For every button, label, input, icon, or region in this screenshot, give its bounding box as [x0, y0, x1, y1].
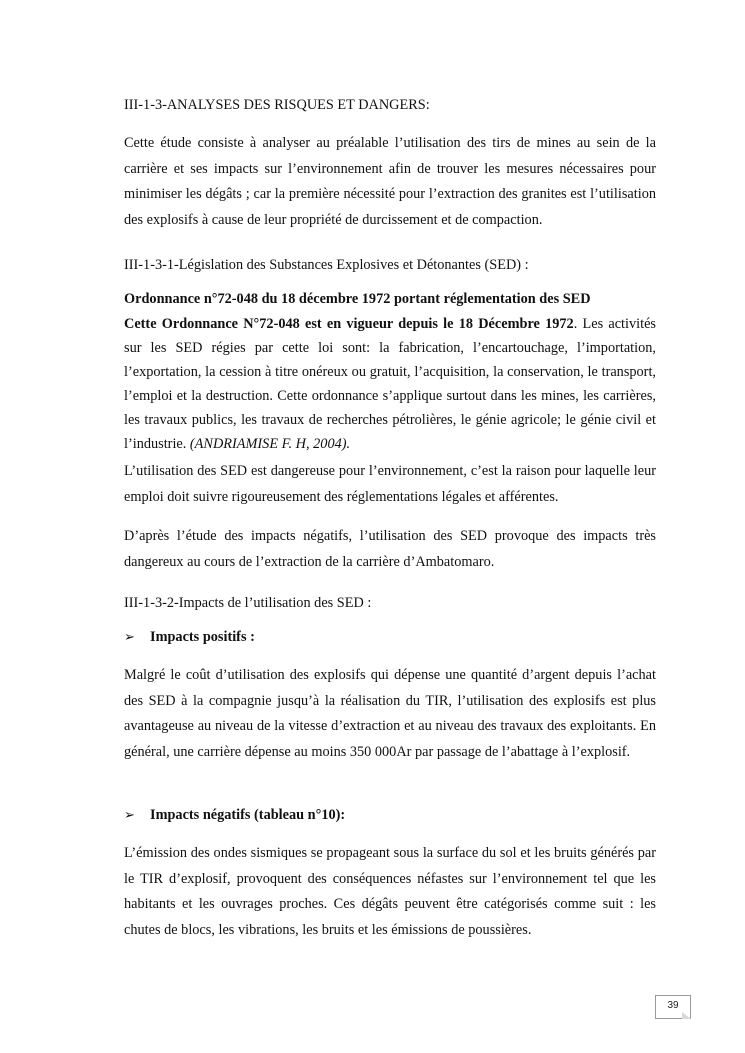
bullet-positive — [124, 627, 255, 648]
ordonnance-text: . Les activités sur les SED régies par cette loi sont: la fabrication, l’encartouchage, l’importation, l’exportation, la cession à titre onéreux ou gratuit, l’acquisition, la conservation, le transport, l’emploi et la destruction. Cette ordonnance s’applique surtout dans les mines, les carrières, les travaux publics, les travaux de recherches pétrolières, le génie agricole; le génie civil et l’industrie. — [124, 316, 656, 452]
ordonnance-citation: (ANDRIAMISE F. H, 2004). — [189, 436, 351, 452]
ordonnance-bold-lead: Cette Ordonnance N°72-048 est en vigueur depuis le 18 Décembre 1972 — [124, 316, 574, 332]
intro-paragraph: Cette étude consiste à analyser au préalable l’utilisation des tirs de mines au sein de la carrière et ses impacts sur l’environnement afin de trouver les mesures nécessaires pour minimiser les dégâts ; car la première nécessité pour l’extraction des granites est l’utilisation des explosifs à cause de leur propriété de durcissement et de compaction. — [124, 135, 656, 229]
page-number-box — [655, 995, 691, 1019]
arrow-bullet-icon: ➢ — [124, 808, 135, 823]
sed-danger-paragraph: L’utilisation des SED est dangereuse pour l’environnement, c’est la raison pour laquelle leur emploi doit suivre rigoureusement des réglementations légales et afférentes. — [124, 463, 656, 505]
bullet-negative-label: Impacts négatifs (tableau n°10): — [150, 807, 346, 823]
positive-paragraph: Malgré le coût d’utilisation des explosifs qui dépense une quantité d’argent depuis l’achat des SED à la compagnie jusqu’à la réalisation du TIR, l’utilisation des explosifs est plus avantageuse au niveau de la vitesse d’extraction et au niveau des travaux des exploitants. En général, une carrière dépense au moins 350 000Ar par passage de l’abattage à l’explosif. — [124, 667, 656, 761]
negative-paragraph: L’émission des ondes sismiques se propageant sous la surface du sol et les bruits générés par le TIR d’explosif, provoquent des conséquences néfastes sur l’environnement tel que les habitants et les ouvrages proches. Ces dégâts peuvent être catégorisés comme suit : les chutes de blocs, les vibrations, les bruits et les émissions de poussières. — [124, 845, 656, 939]
section-heading: III-1-3-ANALYSES DES RISQUES ET DANGERS: — [124, 97, 430, 113]
page-fold-icon — [682, 1012, 691, 1019]
subsection-1-heading: III-1-3-1-Législation des Substances Explosives et Détonantes (SED) : — [124, 257, 529, 273]
ordonnance-paragraph — [124, 312, 656, 456]
page-number: 39 — [667, 1000, 679, 1011]
bullet-positive-label: Impacts positifs : — [150, 629, 255, 645]
arrow-bullet-icon: ➢ — [124, 630, 135, 645]
bullet-negative — [124, 805, 345, 826]
impacts-study-paragraph: D’après l’étude des impacts négatifs, l’utilisation des SED provoque des impacts très dangereux au cours de l’extraction de la carrière d’Ambatomaro. — [124, 528, 656, 570]
subsection-2-heading: III-1-3-2-Impacts de l’utilisation des SED : — [124, 595, 372, 611]
ordonnance-title: Ordonnance n°72-048 du 18 décembre 1972 portant réglementation des SED — [124, 291, 591, 307]
